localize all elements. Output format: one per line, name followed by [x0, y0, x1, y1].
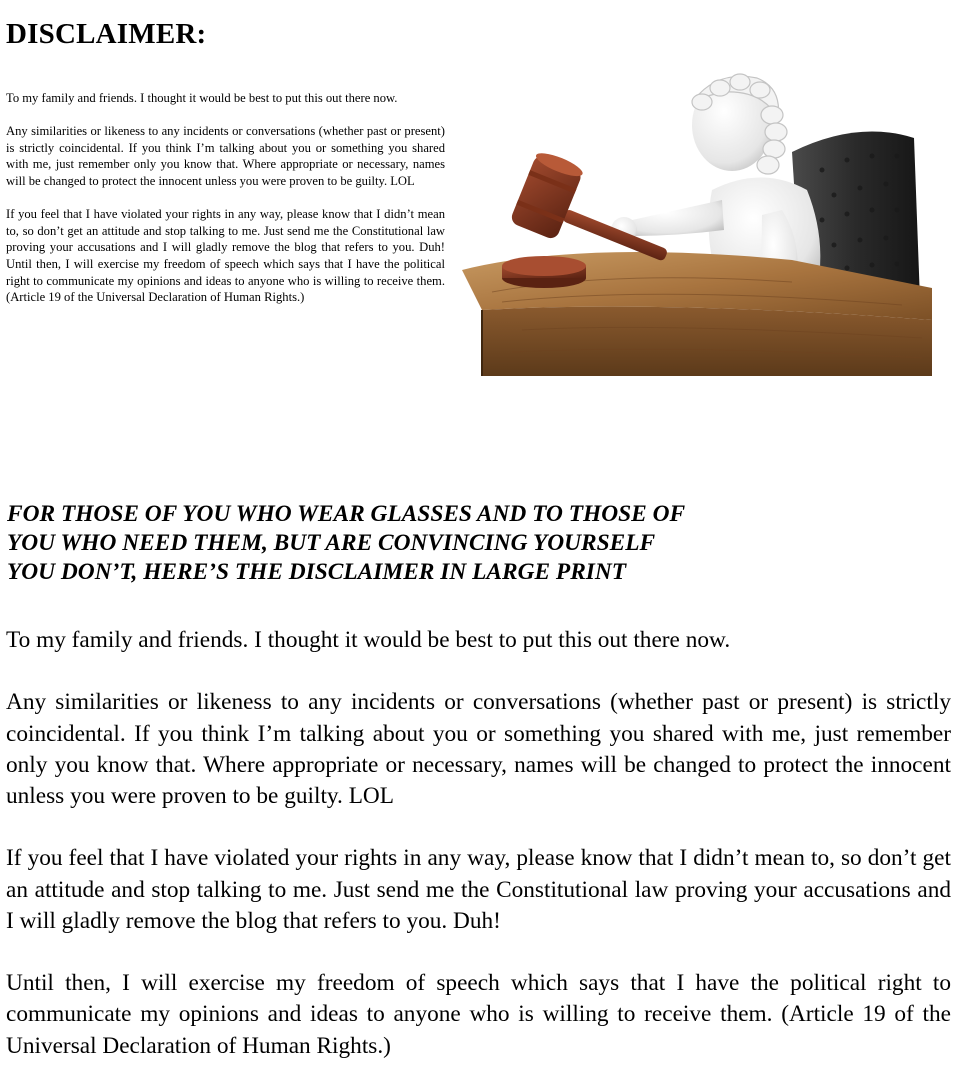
large-heading-line-3: YOU DON’T, HERE’S THE DISCLAIMER IN LARGE PRINT — [7, 559, 627, 585]
small-print-disclaimer — [6, 90, 445, 322]
large-heading-line-2: YOU WHO NEED THEM, BUT ARE CONVINCING YOURSELF — [7, 530, 656, 556]
small-paragraph-3: If you feel that I have violated your rights in any way, please know that I didn’t mean to, so don’t get an attitude and stop talking to me. Just send me the Constitutional law proving your accusations and I will gladly remove the blog that refers to you. Duh! Until then, I will exercise my freedom of speech which says that I have the political right to communicate my opinions and ideas to anyone who is willing to receive them. (Article 19 of the Universal Declaration of Human Rights.) — [6, 207, 445, 305]
judge-gavel-illustration — [462, 60, 932, 376]
disclaimer-title: DISCLAIMER: — [6, 18, 207, 50]
large-paragraph-1: To my family and friends. I thought it would be best to put this out there now. — [6, 627, 731, 653]
large-paragraph-2: Any similarities or likeness to any incidents or conversations (whether past or present) is strictly coincidental. If you think I’m talking about you or something you shared with me, just remember only you know that. Where appropriate or necessary, names will be changed to protect the innocent unless you were proven to be guilty. LOL — [6, 689, 951, 809]
judge-with-gavel-icon — [462, 60, 932, 376]
large-print-heading — [7, 500, 907, 587]
large-paragraph-4: Until then, I will exercise my freedom of speech which says that I have the political right to communicate my opinions and ideas to anyone who is willing to receive them. (Article 19 of the Universal Declaration of Human Rights.) — [6, 970, 951, 1059]
large-paragraph-3: If you feel that I have violated your rights in any way, please know that I didn’t mean to, so don’t get an attitude and stop talking to me. Just send me the Constitutional law proving your accusations and I will gladly remove the blog that refers to you. Duh! — [6, 845, 951, 934]
small-paragraph-1: To my family and friends. I thought it would be best to put this out there now. — [6, 91, 398, 105]
small-paragraph-2: Any similarities or likeness to any incidents or conversations (whether past or present) is strictly coincidental. If you think I’m talking about you or something you shared with me, just remember only you know that. Where appropriate or necessary, names will be changed to protect the innocent unless you were proven to be guilty. LOL — [6, 124, 445, 188]
large-print-disclaimer — [6, 625, 951, 1062]
large-heading-line-1: FOR THOSE OF YOU WHO WEAR GLASSES AND TO THOSE OF — [7, 501, 686, 527]
